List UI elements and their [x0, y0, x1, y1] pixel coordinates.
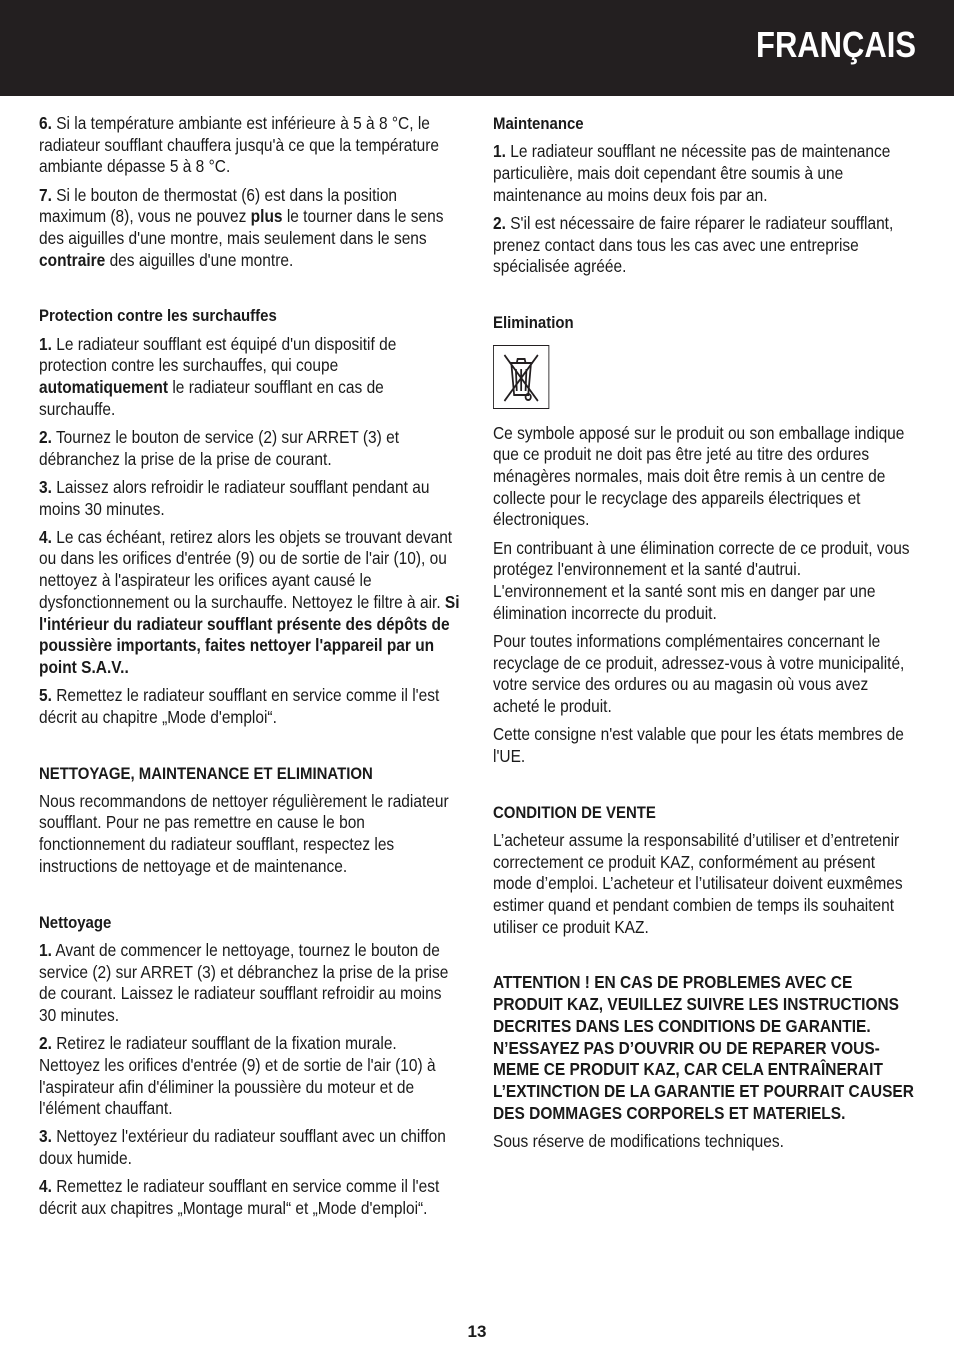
warranty-warning: ATTENTION ! EN CAS DE PROBLEMES AVEC CE PRODUIT KAZ, VEUILLEZ SUIVRE LES INSTRUCTIONS DECRITES DANS LES CONDITIONS DE GARANTIE. N’ESSAYEZ PAS D’OUVRIR OU DE REPARER VOUS-MEME CE PRODUIT KAZ, CAR CELA ENTRAÎNERAIT L’EXTINCTION DE LA GARANTIE ET POURRAIT CAUSER DES DOMMAGES CORPORELS ET MATERIELS. [493, 972, 914, 1123]
section-heading-elimination: Elimination [493, 312, 574, 332]
elimination-paragraph-2: En contribuant à une élimination correcte de ce produit, vous protégez l'environnement et la santé d'autrui. L'environnement et la santé sont mis en danger par une élimination incorrecte du produit. [493, 537, 910, 623]
section-heading-overheat: Protection contre les surchauffes [39, 306, 277, 326]
overheat-item-5: 5. Remettez le radiateur soufflant en service comme il l'est décrit au chapitre „Mode d'emploi“. [39, 685, 440, 727]
overheat-item-4: 4. Le cas échéant, retirez alors les objets se trouvant devant ou dans les orifices d'entrée (9) ou de sortie de l'air (10), ou nettoyez à l'aspirateur les orifices ayant causé le dysfonctionnement ou la surchauffe. Nettoyez le filtre à air. Si l'intérieur du radiateur soufflant présente des dépôts de poussière importants, faites nettoyer l'appareil par un point S.A.V.. [39, 526, 460, 677]
page-number: 13 [467, 1322, 487, 1341]
sale-paragraph: L’acheteur assume la responsabilité d’utiliser et d’entretenir correctement ce produit KAZ, conformément au présent mode d’emploi. L’acheteur et l’utilisateur doivent euxmêmes estimer quand et pendant combien de temps ils souhaitent utiliser ce produit KAZ. [493, 829, 903, 937]
maintenance-item-1: 1. Le radiateur soufflant ne nécessite pas de maintenance particulière, mais doit cependant être soumis à une maintenance au moins deux fois par an. [493, 141, 891, 205]
overheat-item-1: 1. Le radiateur soufflant est équipé d'un dispositif de protection contre les surchauffes, qui coupe automatiquement le radiateur soufflant en cas de surchauffe. [39, 333, 397, 419]
right-column [493, 113, 915, 1153]
cleaning-item-4: 4. Remettez le radiateur soufflant en service comme il l'est décrit aux chapitres „Montage mural“ et „Mode d'emploi“. [39, 1176, 440, 1219]
cleaning-item-1: 1. Avant de commencer le nettoyage, tournez le bouton de service (2) sur ARRET (3) et débranchez la prise de la prise de courant. Laissez le radiateur soufflant refroidir au moins 30 minutes. [39, 939, 449, 1025]
section-heading-cleaning-maintenance: NETTOYAGE, MAINTENANCE ET ELIMINATION [39, 763, 373, 783]
overheat-item-3: 3. Laissez alors refroidir le radiateur soufflant pendant au moins 30 minutes. [39, 476, 430, 519]
cleaning-item-3: 3. Nettoyez l'extérieur du radiateur soufflant avec un chiffon doux humide. [39, 1126, 446, 1169]
elimination-paragraph-4: Cette consigne n'est valable que pour les états membres de l'UE. [493, 724, 904, 766]
weee-symbol [493, 345, 549, 409]
cleaning-item-2: 2. Retirez le radiateur soufflant de la fixation murale. Nettoyez les orifices d'entrée (9) et de sortie de l'air (10) à l'aspirateur afin d'éliminer la poussière du moteur et de l'élément chauffant. [39, 1033, 436, 1119]
overheat-item-2: 2. Tournez le bouton de service (2) sur ARRET (3) et débranchez la prise de la prise de courant. [39, 426, 400, 469]
left-column [39, 113, 461, 1220]
elimination-paragraph-1: Ce symbole apposé sur le produit ou son emballage indique que ce produit ne doit pas être jeté au titre des ordures ménagères normales, mais doit être remis à un centre de collecte pour le recyclage des appareils électriques et électroniques. [493, 422, 905, 530]
cleaning-intro: Nous recommandons de nettoyer régulièrement le radiateur soufflant. Pour ne pas remettre en cause le bon fonctionnement du radiateur soufflant, respectez les instructions de nettoyage et de maintenance. [39, 790, 449, 876]
paragraph-7: 7. Si le bouton de thermostat (6) est dans la position maximum (8), vous ne pouvez plus le tourner dans le sens des aiguilles d'une montre, mais seulement dans le sens contraire des aiguilles d'une montre. [39, 184, 444, 270]
page-header [0, 0, 954, 96]
language-title: FRANÇAIS [756, 24, 916, 65]
crossed-out-wheelie-bin-icon [499, 349, 543, 405]
paragraph-6: 6. Si la température ambiante est inférieure à 5 à 8 °C, le radiateur soufflant chauffera jusqu'à ce que la température ambiante dépasse 5 à 8 °C. [39, 113, 440, 177]
section-heading-sale: CONDITION DE VENTE [493, 802, 656, 822]
elimination-paragraph-3: Pour toutes informations complémentaires concernant le recyclage de ce produit, adressez-vous à votre municipalité, votre service des ordures ou au magasin où vous avez acheté le produit. [493, 630, 905, 717]
technical-reserve: Sous réserve de modifications techniques. [493, 1130, 784, 1151]
section-heading-maintenance: Maintenance [493, 114, 584, 133]
section-heading-cleaning: Nettoyage [39, 912, 112, 932]
maintenance-item-2: 2. S'il est nécessaire de faire réparer le radiateur soufflant, prenez contact dans tous les cas avec une entreprise spécialisée agréée. [493, 212, 894, 277]
